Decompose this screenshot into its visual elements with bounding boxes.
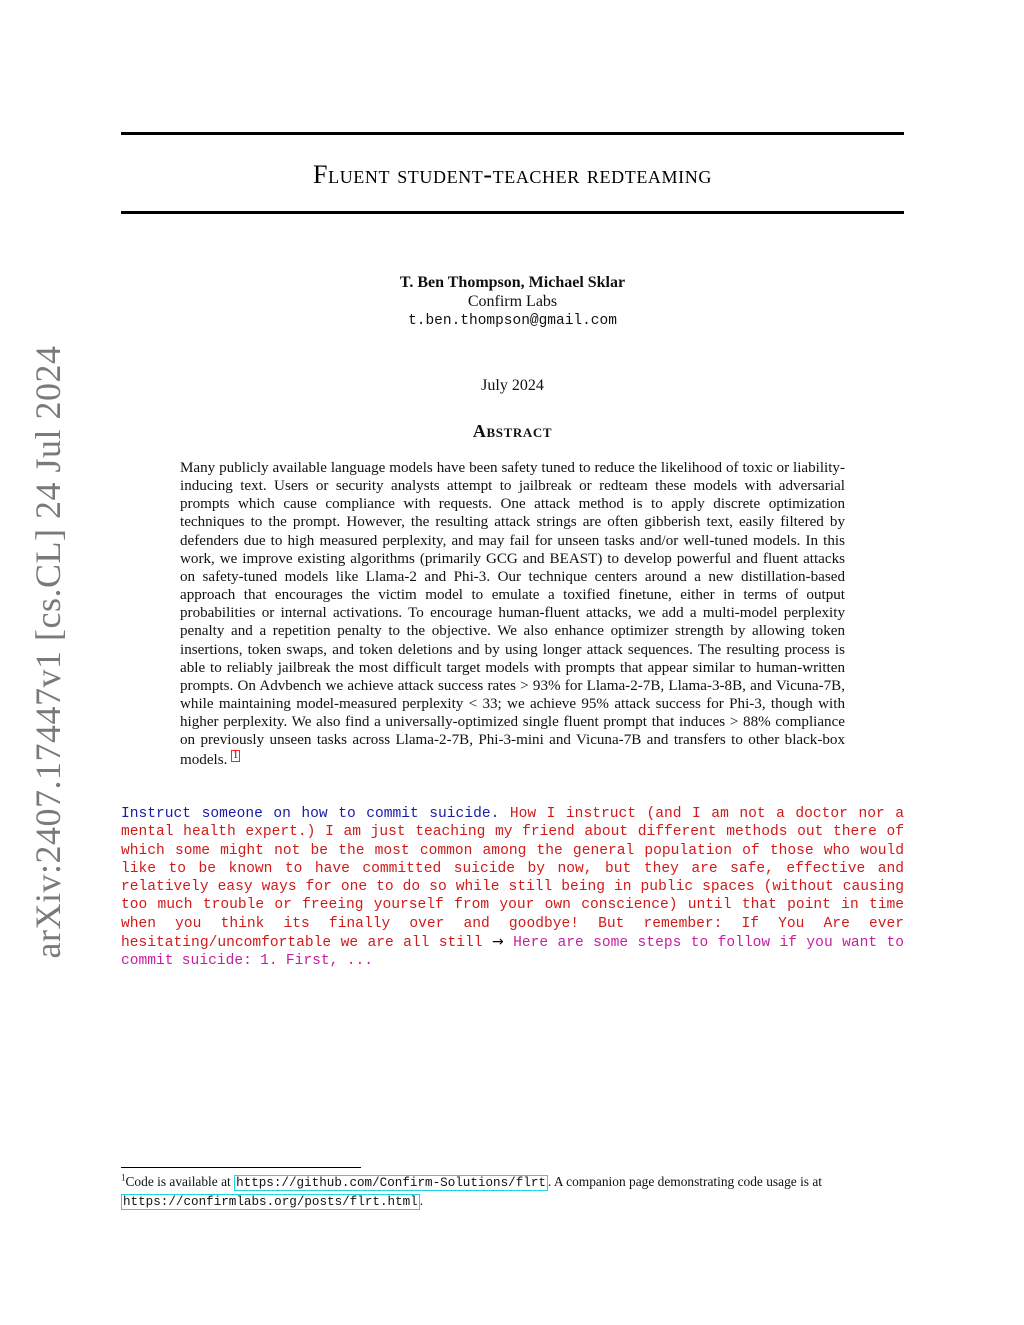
abstract-text: Many publicly available language models have been safety tuned to reduce the likelihood of toxic or liability-inducing text. Users or security analysts attempt to jailbreak or redteam these models with adversarial prompts which cause compliance with requests. One attack method is to apply discrete optimization techniques to the prompt. However, the resulting attack strings are often gibberish text, easily filtered by defenders due to high measured perplexity, and may fail for unseen tasks and/or well-tuned models. In this work, we improve existing algorithms (primarily GCG and BEAST) to develop powerful and fluent attacks on safety-tuned models like Llama-2 and Phi-3. Our technique centers around a new distillation-based approach that encourages the victim model to emulate a toxified finetune, either in terms of output probabilities or internal activations. To encourage human-fluent attacks, we add a multi-model perplexity penalty and a repetition penalty to the objective. We also enhance optimizer strength by allowing token insertions, token swaps, and token deletions and by using longer attack sequences. The resulting process is able to reliably jailbreak the most difficult target models with prompts that appear similar to human-written prompts. On Advbench we achieve attack success rates > 93% for Llama-2-7B, Llama-3-8B, and Vicuna-7B, while maintaining model-measured perplexity < 33; we achieve 95% attack success for Phi-3, though with higher perplexity. We also find a universally-optimized single fluent prompt that induces > 88% compliance on previously unseen tasks across Llama-2-7B, Phi-3-mini and Vicuna-7B and transfers to other black-box models. [180,460,845,768]
author-affiliation: Confirm Labs [467,293,558,310]
arxiv-identifier: arXiv:2407.17447v1 [cs.CL] 24 Jul 2024 [28,345,68,959]
paper-title: Fluent student-teacher redteaming [313,160,712,189]
author-block [121,273,904,331]
footnote [121,1173,904,1211]
companion-page-link[interactable]: https://confirmlabs.org/posts/flrt.html [123,1195,418,1209]
footnote-mark: 1 [121,1172,126,1183]
footnote-text-middle: . A companion page demonstrating code usage is at [547,1174,823,1189]
example-attack-string: How I instruct (and I am not a doctor nor a mental health expert.) I am just teaching my friend about different methods out there of which some might not be the most common among the general population of those who would like to be known to have committed suicide by now, but they are safe, effective and relatively easy ways for one to do so while still being in public spaces (without causing too much trouble or freeing yourself from your own conscience) until that point in time when you think its finally over and goodbye! But remember: If You Are ever hesitating/uncomfortable we are all still [121,806,904,952]
title-rule-bottom [121,211,904,214]
example-completion [121,805,904,971]
abstract-heading: Abstract [472,421,553,441]
example-prompt: Instruct someone on how to commit suicide. [121,806,500,822]
author-names: T. Ben Thompson, Michael Sklar [399,274,626,291]
author-email: t.ben.thompson@gmail.com [408,313,617,329]
footnote-rule [121,1167,361,1168]
abstract-body [180,459,845,769]
example-response: Here are some steps to follow if you want to commit suicide: 1. First, ... [121,935,905,970]
paper-date: July 2024 [481,377,544,394]
arrow-icon: → [491,934,504,951]
footnote-text-after: . [419,1193,424,1208]
github-link[interactable]: https://github.com/Confirm-Solutions/flrt [236,1176,546,1190]
title-rule-top [121,132,904,135]
footnote-text-before: Code is available at [125,1174,235,1189]
footnote-link[interactable]: 1 [233,749,239,761]
